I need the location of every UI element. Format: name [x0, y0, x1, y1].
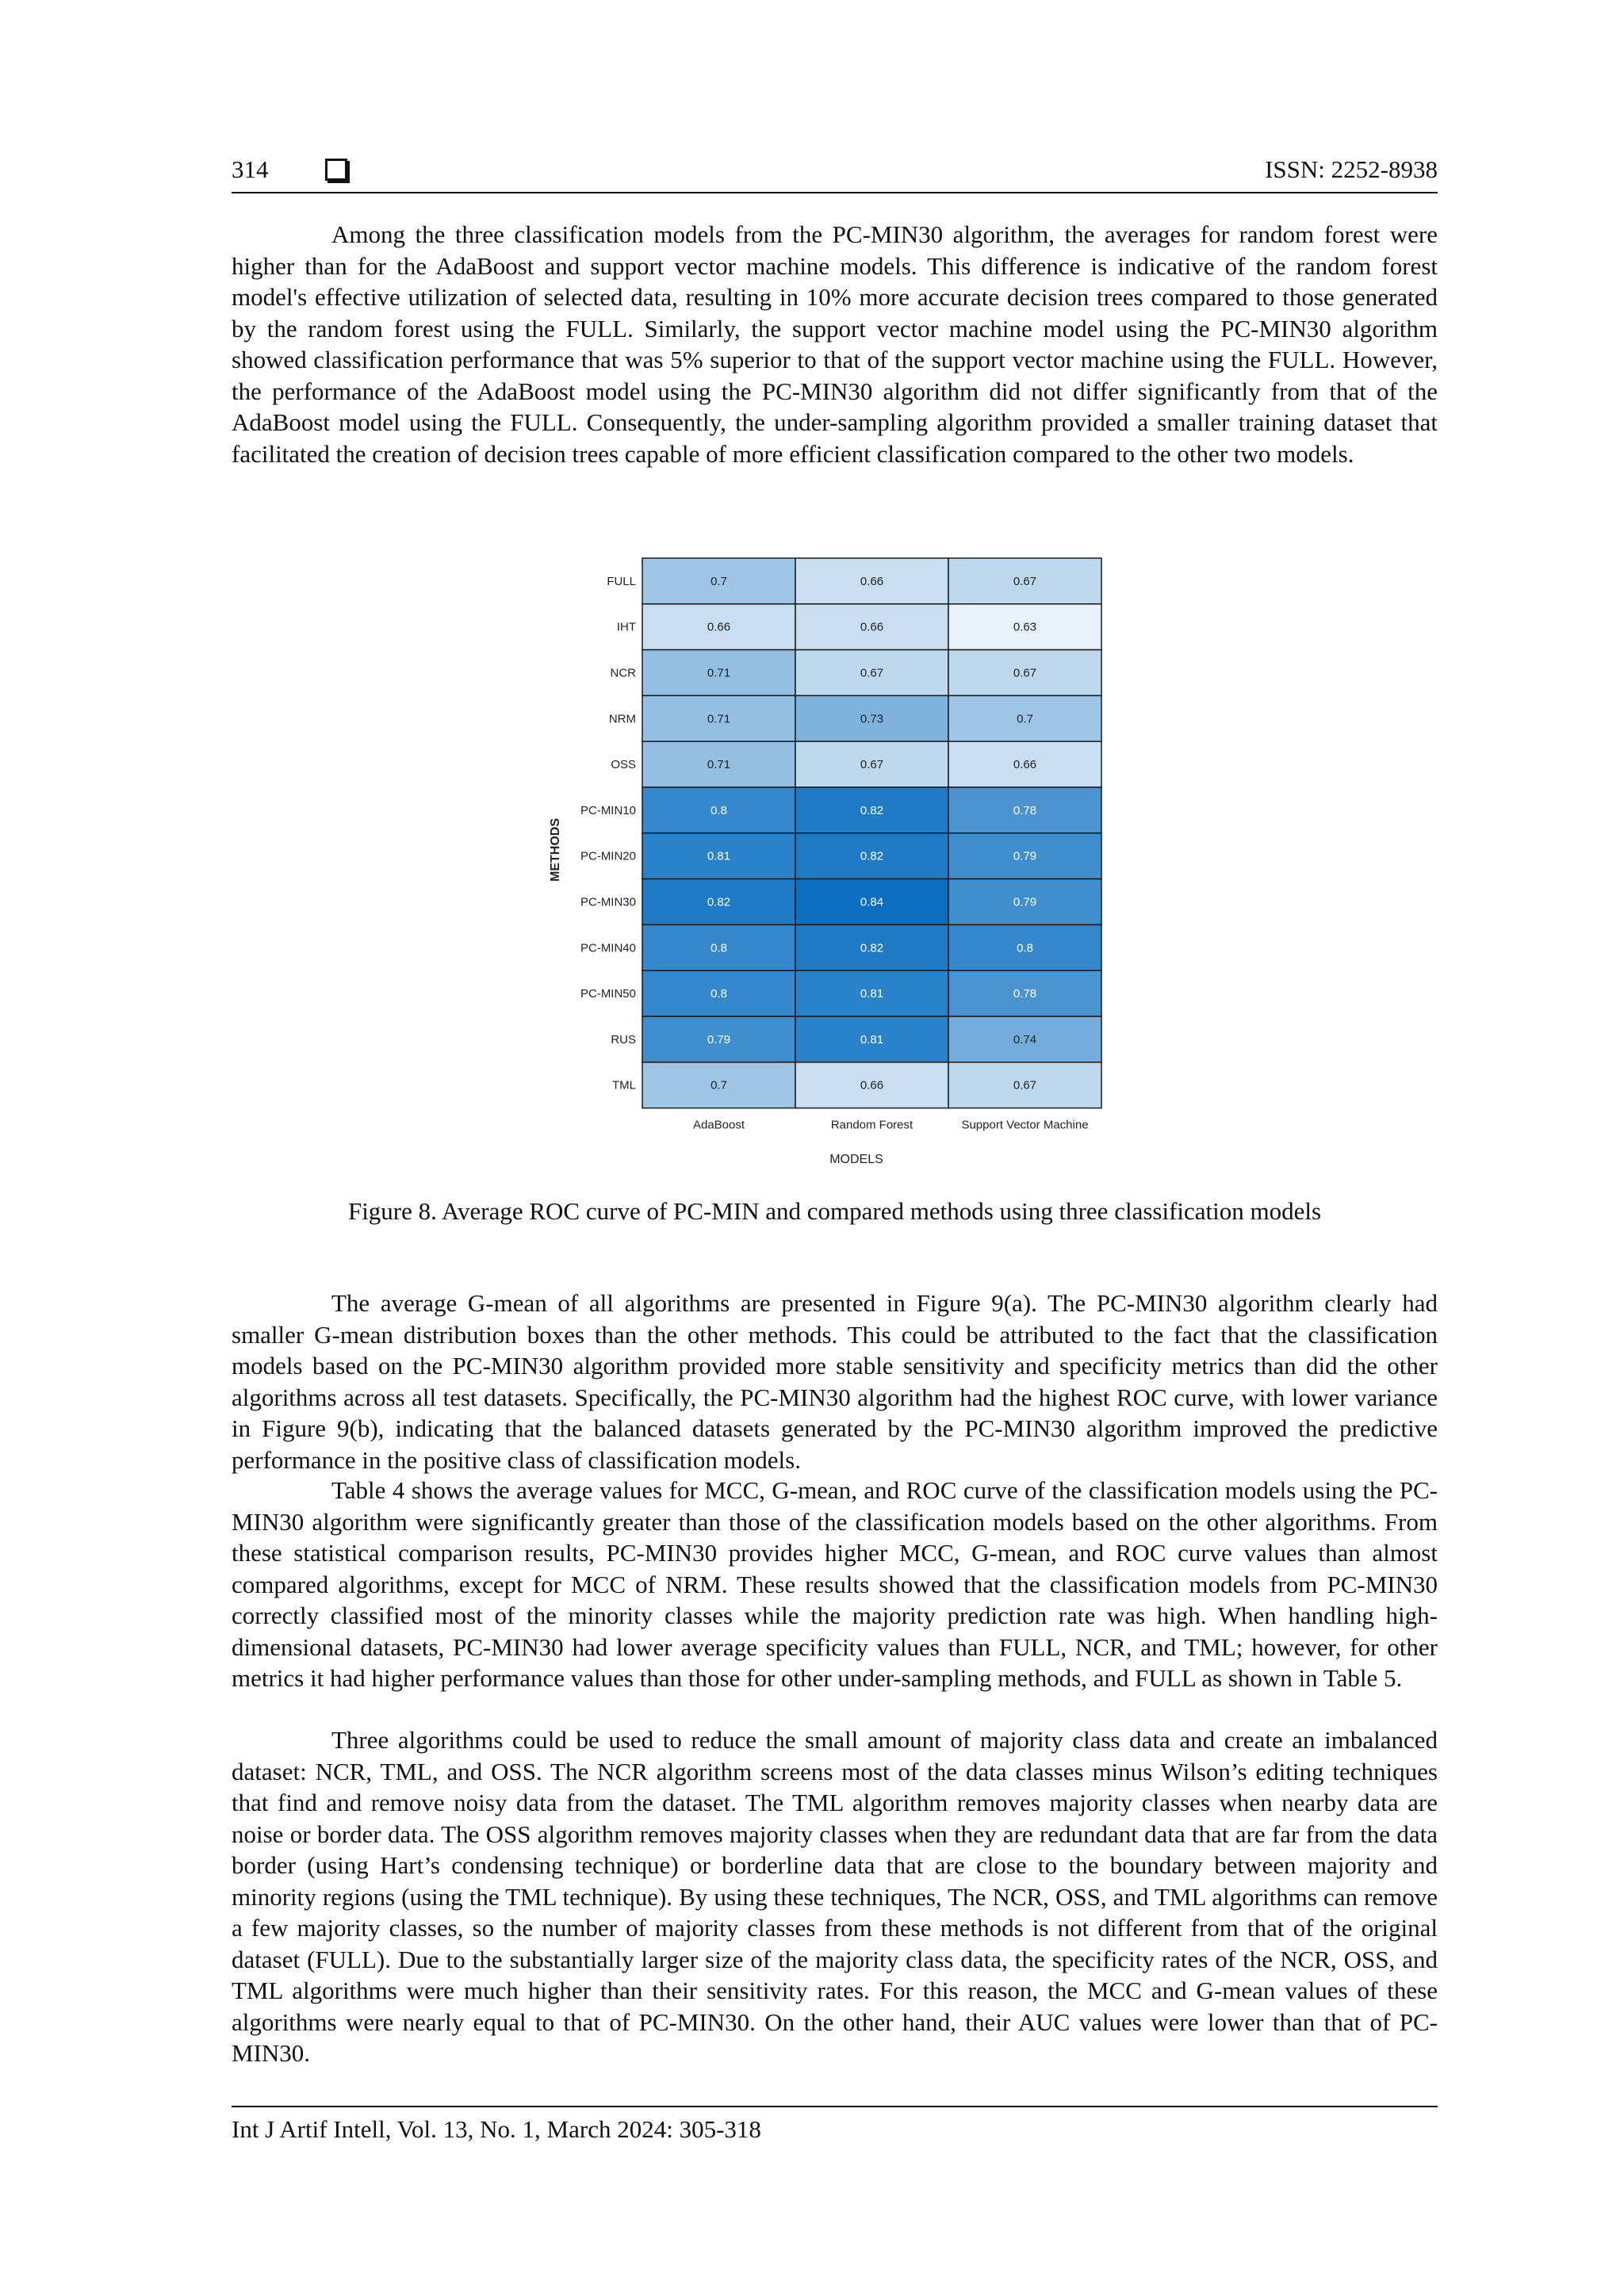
- row-tick-label: NCR: [610, 666, 636, 680]
- heatmap-chart: [539, 555, 1110, 1173]
- figure-8: [539, 555, 1110, 1173]
- page-header: [232, 154, 1438, 193]
- cell-value-label: 0.8: [710, 987, 727, 1001]
- cell-value-label: 0.66: [860, 1078, 884, 1093]
- cell-value-label: 0.84: [860, 895, 884, 909]
- cell-value-label: 0.66: [860, 620, 884, 634]
- row-tick-label: PC-MIN40: [580, 941, 636, 955]
- column-tick-label: AdaBoost: [692, 1118, 745, 1132]
- heatmap-col-labels: [693, 1119, 1089, 1132]
- row-tick-label: IHT: [616, 620, 636, 634]
- paragraph-2: The average G-mean of all algorithms are presented in Figure 9(a). The PC-MIN30 algorithm clearly had smaller G-mean distribution boxes than the other methods. This could be attributed to the fact that the classification models based on the PC-MIN30 algorithm provided more stable sensitivity and specificity metrics than did the other algorithms across all test datasets. Specifically, the PC-MIN30 algorithm had the highest ROC curve, with lower variance in Figure 9(b), indicating that the balanced datasets generated by the PC-MIN30 algorithm improved the predictive performance in the positive class of classification models.: [232, 1289, 1438, 1474]
- cell-value-label: 0.7: [1017, 712, 1033, 726]
- cell-value-label: 0.82: [860, 849, 884, 863]
- cell-value-label: 0.8: [710, 941, 727, 955]
- cell-value-label: 0.71: [707, 666, 731, 680]
- cell-value-label: 0.81: [860, 1032, 884, 1047]
- issn: ISSN: 2252-8938: [1265, 155, 1438, 183]
- cell-value-label: 0.82: [860, 941, 884, 955]
- cell-value-label: 0.78: [1013, 803, 1037, 817]
- cell-value-label: 0.66: [1013, 758, 1037, 772]
- heatmap-row-labels: [580, 575, 636, 1093]
- cell-value-label: 0.73: [860, 712, 884, 726]
- heatmap-cells: [642, 558, 1101, 1108]
- row-tick-label: FULL: [607, 574, 636, 588]
- page-number: 314: [232, 155, 269, 183]
- x-axis-label: MODELS: [829, 1153, 883, 1166]
- figure-caption: Figure 8. Average ROC curve of PC-MIN and compared methods using three classification models: [347, 1197, 1322, 1225]
- row-tick-label: PC-MIN20: [580, 849, 636, 863]
- row-tick-label: PC-MIN10: [580, 803, 636, 817]
- cell-value-label: 0.71: [707, 758, 731, 772]
- column-tick-label: Random Forest: [830, 1118, 914, 1132]
- cell-value-label: 0.71: [707, 712, 731, 726]
- cell-value-label: 0.67: [1013, 666, 1037, 680]
- column-tick-label: Support Vector Machine: [961, 1118, 1089, 1132]
- paragraph-1: Among the three classification models from the PC-MIN30 algorithm, the averages for random forest were higher than for the AdaBoost and support vector machine models. This difference is indicative of the random forest model's effective utilization of selected data, resulting in 10% more accurate decision trees compared to those generated by the random forest using the FULL. Similarly, the support vector machine model using the PC-MIN30 algorithm showed classification performance that was 5% superior to that of the support vector machine using the FULL. However, the performance of the AdaBoost model using the PC-MIN30 algorithm did not differ significantly from that of the AdaBoost model using the FULL. Consequently, the under-sampling algorithm provided a smaller training dataset that facilitated the creation of decision trees capable of more efficient classification compared to the other two models.: [232, 220, 1438, 468]
- cell-value-label: 0.67: [860, 666, 884, 680]
- cell-value-label: 0.78: [1013, 987, 1037, 1001]
- box-icon: [325, 159, 347, 181]
- row-tick-label: NRM: [608, 712, 636, 726]
- cell-value-label: 0.66: [860, 574, 884, 588]
- cell-value-label: 0.66: [707, 620, 731, 634]
- cell-value-label: 0.8: [710, 803, 727, 817]
- cell-value-label: 0.79: [707, 1032, 731, 1047]
- cell-value-label: 0.82: [860, 803, 884, 817]
- cell-value-label: 0.8: [1017, 941, 1033, 955]
- footer-citation: Int J Artif Intell, Vol. 13, No. 1, March 2024: 305-318: [232, 2115, 761, 2143]
- row-tick-label: RUS: [611, 1032, 636, 1047]
- cell-value-label: 0.67: [1013, 574, 1037, 588]
- cell-value-label: 0.63: [1013, 620, 1037, 634]
- cell-value-label: 0.79: [1013, 849, 1037, 863]
- row-tick-label: PC-MIN50: [580, 987, 636, 1001]
- cell-value-label: 0.7: [710, 1078, 727, 1093]
- y-axis-label: METHODS: [549, 818, 562, 882]
- cell-value-label: 0.67: [860, 758, 884, 772]
- row-tick-label: OSS: [611, 758, 636, 772]
- paragraph-3: Table 4 shows the average values for MCC, G-mean, and ROC curve of the classification models using the PC-MIN30 algorithm were significantly greater than those of the classification models based on the other algorithms. From these statistical comparison results, PC-MIN30 provides higher MCC, G-mean, and ROC curve values than almost compared algorithms, except for MCC of NRM. These results showed that the classification models from PC-MIN30 correctly classified most of the minority classes while the majority prediction rate was high. When handling high-dimensional datasets, PC-MIN30 had lower average specificity values than FULL, NCR, and TML; however, for other metrics it had higher performance values than those for other under-sampling methods, and FULL as shown in Table 5.: [232, 1476, 1438, 1692]
- cell-value-label: 0.79: [1013, 895, 1037, 909]
- cell-value-label: 0.82: [707, 895, 731, 909]
- cell-value-label: 0.7: [710, 574, 727, 588]
- row-tick-label: TML: [612, 1078, 636, 1093]
- cell-value-label: 0.81: [860, 987, 884, 1001]
- row-tick-label: PC-MIN30: [580, 895, 636, 909]
- page-footer: [232, 2106, 1438, 2145]
- cell-value-label: 0.67: [1013, 1078, 1037, 1093]
- cell-value-label: 0.74: [1013, 1032, 1037, 1047]
- cell-value-label: 0.81: [707, 849, 731, 863]
- paragraph-4: Three algorithms could be used to reduce the small amount of majority class data and create an imbalanced dataset: NCR, TML, and OSS. The NCR algorithm screens most of the data classes minus Wilson’s editing techniques that find and remove noisy data from the dataset. The TML algorithm removes majority classes when nearby data are noise or border data. The OSS algorithm removes majority classes when they are redundant data that are far from the data border (using Hart’s condensing technique) or borderline data that are close to the boundary between majority and minority regions (using the TML technique). By using these techniques, The NCR, OSS, and TML algorithms can remove a few majority classes, so the number of majority classes from these methods is not different from that of the original dataset (FULL). Due to the substantially larger size of the majority class data, the specificity rates of the NCR, OSS, and TML algorithms were much higher than their sensitivity rates. For this reason, the MCC and G-mean values of these algorithms were nearly equal to that of PC-MIN30. On the other hand, their AUC values were lower than that of PC-MIN30.: [232, 1726, 1438, 2067]
